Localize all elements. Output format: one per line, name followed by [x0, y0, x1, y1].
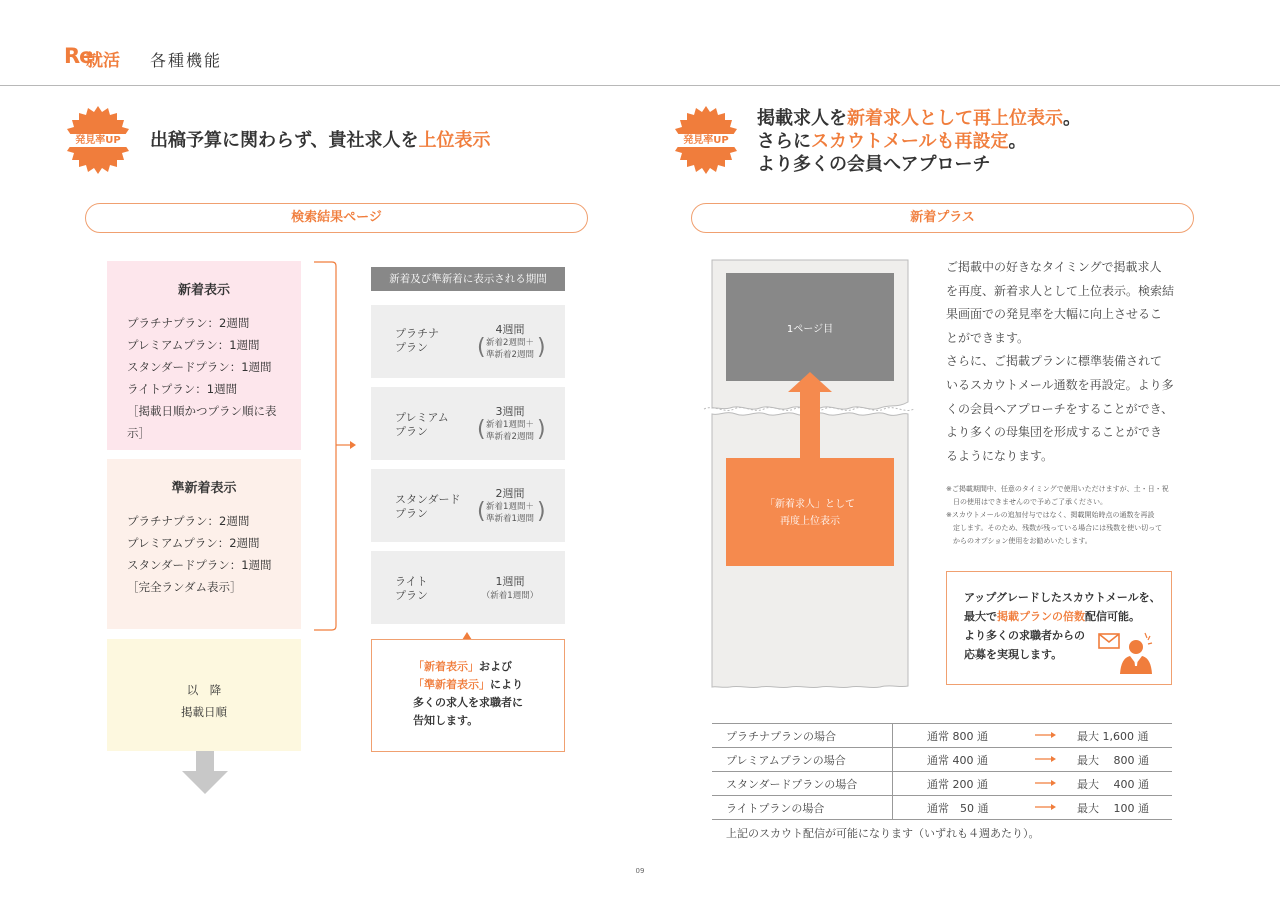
tier-new-box	[107, 261, 301, 450]
tier-line: プラチナプラン：2週間	[127, 316, 250, 330]
description-line: るようになります。	[946, 448, 1054, 463]
notice-text: および	[479, 660, 512, 673]
description-line: いるスカウトメール通数を再設定。より多	[946, 377, 1174, 392]
footnotes	[946, 483, 1176, 548]
new-plus-pill: 新着プラス	[691, 203, 1194, 233]
businessperson-icon	[1116, 630, 1156, 676]
arrow-cell	[1035, 772, 1069, 796]
right-heading	[757, 107, 1081, 176]
description-line: 果画面での発見率を大幅に向上させるこ	[946, 307, 1163, 322]
notice-line	[413, 676, 564, 694]
notice-box	[371, 639, 565, 752]
table-row	[712, 796, 1172, 820]
detail-line: （新着1週間）	[481, 591, 539, 601]
period-plan-name	[395, 493, 461, 521]
period-header: 新着及び準新着に表示される期間	[371, 267, 565, 291]
tier-semi-new-box	[107, 459, 301, 629]
paren-right: )	[537, 335, 546, 360]
new-job-line: 再度上位表示	[780, 516, 840, 527]
heading-text: 掲載求人を	[757, 108, 847, 129]
notice-text: により	[490, 678, 523, 691]
badge-label: 発見率UP	[75, 135, 121, 146]
left-heading-text: 出稿予算に関わらず、貴社求人を	[150, 130, 419, 151]
period-detail	[475, 337, 545, 361]
detail-line: 新着2週間＋	[486, 338, 534, 348]
plan-name-line: プラン	[395, 341, 428, 354]
plan-name-line: ライト	[395, 575, 428, 588]
down-arrow-icon	[182, 751, 228, 794]
badge-label: 発見率UP	[683, 135, 729, 146]
description-line: より多くの母集団を形成することができ	[946, 425, 1163, 440]
notice-line	[413, 658, 564, 676]
period-weeks: 1週間	[495, 575, 525, 588]
right-heading-line: より多くの会員へアプローチ	[757, 154, 991, 175]
right-heading-line	[757, 107, 1081, 130]
notice-highlight: 「準新着表示」	[413, 678, 490, 691]
notice-line: 告知します。	[413, 714, 479, 727]
page1-label: 1ページ目	[786, 324, 834, 335]
description-line: を再度、新着求人として上位表示。検索結	[946, 283, 1175, 298]
scout-highlight: 掲載プランの倍数	[997, 610, 1085, 623]
period-weeks: 3週間	[495, 405, 525, 418]
scout-comparison-table	[712, 723, 1172, 820]
right-arrow-icon	[1035, 779, 1057, 787]
brand-logo-shukatsu: 就活	[86, 51, 120, 71]
heading-highlight: 新着求人として再上位表示	[847, 108, 1063, 129]
table-footnote: 上記のスカウト配信が可能になります（いずれも４週あたり）。	[726, 827, 1040, 840]
description-line: さらに、ご掲載プランに標準装備されて	[946, 354, 1163, 369]
bracket-arrow-icon	[312, 261, 358, 631]
period-light	[371, 551, 565, 624]
detail-line: 新着1週間＋	[486, 420, 534, 430]
table-row	[712, 724, 1172, 748]
footnote-line: 定します。そのため、残数が残っている場合には残数を使い切って	[946, 524, 1163, 532]
period-detail	[475, 501, 545, 525]
brand-logo-re: Re	[64, 44, 93, 68]
header-divider	[0, 85, 1280, 86]
plan-name-line: プラチナ	[395, 327, 439, 340]
footnote-line: 日の使用はできませんので予めご了承ください。	[946, 498, 1107, 506]
page-title: 各種機能	[150, 51, 223, 70]
normal-cell: 通常 800 通	[893, 724, 1036, 748]
tier-after-line: 以 降	[186, 683, 222, 697]
tier-line: スタンダードプラン：1週間	[127, 360, 272, 374]
plan-name-line: プラン	[395, 589, 428, 602]
arrow-cell	[1035, 724, 1069, 748]
scout-line	[964, 607, 1171, 626]
tier-line: プラチナプラン：2週間	[127, 514, 250, 528]
scout-line: より多くの求職者からの	[964, 629, 1085, 642]
paren-right: )	[537, 417, 546, 442]
period-platinum	[371, 305, 565, 378]
normal-cell: 通常 50 通	[893, 796, 1036, 820]
description-line: とができます。	[946, 330, 1030, 345]
tier-semi-new-title: 準新着表示	[171, 481, 237, 496]
scout-line: アップグレードしたスカウトメールを、	[964, 591, 1161, 604]
footnote-line: からのオプション使用をお勧めいたします。	[946, 537, 1092, 545]
discovery-rate-badge	[64, 106, 132, 174]
arrow-cell	[1035, 748, 1069, 772]
tier-after-line: 掲載日順	[181, 705, 227, 719]
plan-name-line: プラン	[395, 507, 428, 520]
table-row	[712, 772, 1172, 796]
tier-line: スタンダードプラン：1週間	[127, 558, 272, 572]
tier-line: プレミアムプラン：2週間	[127, 536, 260, 550]
scout-line: 応募を実現します。	[964, 648, 1063, 661]
period-weeks: 4週間	[495, 323, 525, 336]
tier-line: ［完全ランダム表示］	[127, 580, 242, 594]
discovery-rate-badge	[672, 106, 740, 174]
footnote-line: ※スカウトメールの追加付与ではなく、掲載開始時点の通数を再設	[946, 511, 1155, 519]
max-cell: 最大 1,600 通	[1069, 724, 1172, 748]
right-arrow-icon	[1035, 731, 1057, 739]
period-plan-name	[395, 411, 449, 439]
search-results-pill: 検索結果ページ	[85, 203, 588, 233]
plan-name-line: プレミアム	[395, 411, 449, 424]
heading-text: 。	[1008, 131, 1027, 152]
detail-line: 準新着1週間	[486, 514, 534, 524]
max-cell: 最大 400 通	[1069, 772, 1172, 796]
plan-name-line: スタンダード	[395, 493, 461, 506]
tier-after-box	[107, 639, 301, 751]
page-number: 09	[635, 867, 645, 875]
heading-highlight: スカウトメールも再設定	[811, 131, 1009, 152]
detail-line: 準新着2週間	[486, 432, 534, 442]
max-cell: 最大 100 通	[1069, 796, 1172, 820]
new-job-line: 「新着求人」として	[765, 499, 855, 510]
tier-line: ［掲載日順かつプラン順に表示］	[127, 404, 277, 440]
paren-right: )	[537, 499, 546, 524]
plan-cell: ライトプランの場合	[712, 796, 893, 820]
detail-line: 新着1週間＋	[486, 502, 534, 512]
description-text	[946, 256, 1186, 468]
description-line: くの会員へアプローチをすることができ、	[946, 401, 1174, 416]
footnote-line: ※ご掲載期間中、任意のタイミングで使用いただけますが、土・日・祝	[946, 485, 1169, 493]
normal-cell: 通常 400 通	[893, 748, 1036, 772]
plan-cell: プラチナプランの場合	[712, 724, 893, 748]
paren-left: (	[477, 335, 486, 360]
period-premium	[371, 387, 565, 460]
description-line: ご掲載中の好きなタイミングで掲載求人	[946, 260, 1162, 274]
tier-line: プレミアムプラン：1週間	[127, 338, 260, 352]
new-job-label	[726, 496, 894, 530]
scout-text: 最大で	[964, 610, 997, 623]
paren-left: (	[477, 417, 486, 442]
detail-line: 準新着2週間	[486, 350, 534, 360]
period-detail	[475, 590, 545, 602]
left-heading	[150, 129, 491, 152]
plan-cell: スタンダードプランの場合	[712, 772, 893, 796]
period-weeks: 2週間	[495, 487, 525, 500]
tier-new-title: 新着表示	[177, 283, 230, 298]
table-row	[712, 748, 1172, 772]
period-standard	[371, 469, 565, 542]
normal-cell: 通常 200 通	[893, 772, 1036, 796]
scout-text: 配信可能。	[1085, 610, 1140, 623]
paren-left: (	[477, 499, 486, 524]
tier-line: ライトプラン：1週間	[127, 382, 238, 396]
period-plan-name	[395, 575, 428, 603]
heading-text: さらに	[757, 131, 811, 152]
right-heading-line	[757, 130, 1081, 153]
plan-name-line: プラン	[395, 425, 428, 438]
right-arrow-icon	[1035, 803, 1057, 811]
right-arrow-icon	[1035, 755, 1057, 763]
max-cell: 最大 800 通	[1069, 748, 1172, 772]
arrow-cell	[1035, 796, 1069, 820]
notice-line: 多くの求人を求職者に	[413, 696, 523, 709]
notice-highlight: 「新着表示」	[413, 660, 479, 673]
heading-text: 。	[1063, 108, 1081, 129]
period-plan-name	[395, 327, 439, 355]
period-detail	[475, 419, 545, 443]
plan-cell: プレミアムプランの場合	[712, 748, 893, 772]
left-heading-highlight: 上位表示	[418, 130, 491, 151]
